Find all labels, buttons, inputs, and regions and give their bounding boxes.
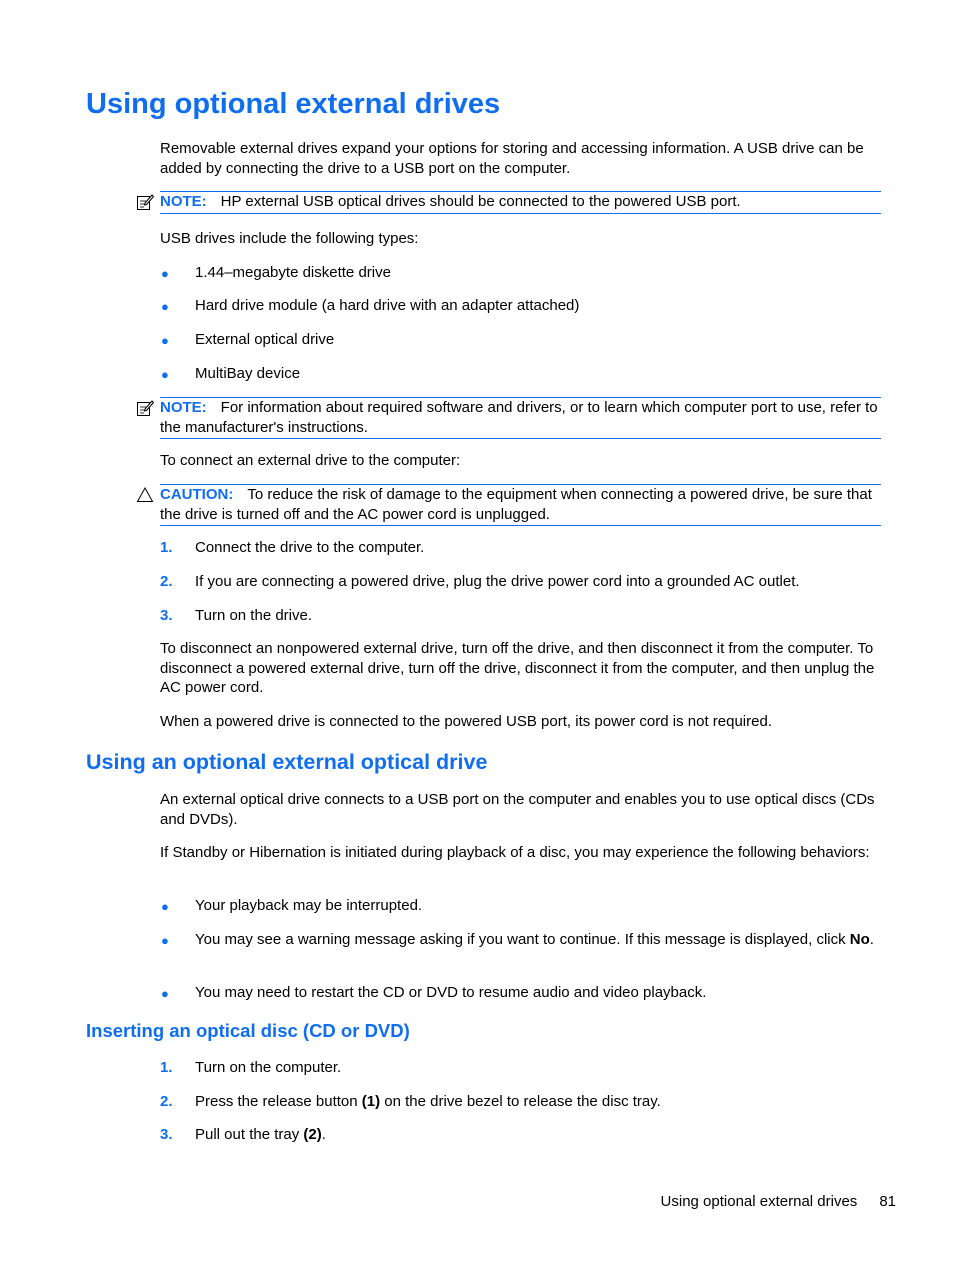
bullet-icon: ● [161, 367, 169, 382]
note-pencil-icon [136, 399, 154, 417]
intro-paragraph: Removable external drives expand your options for storing and accessing information. A USB drive can be added by connecting the drive to a USB port on the computer. [160, 140, 864, 177]
note-label: NOTE: [160, 399, 207, 416]
page-title: Using optional external drives [86, 88, 501, 120]
caution-triangle-icon [136, 486, 154, 504]
note-box [160, 191, 881, 214]
note-text: For information about required software and drivers, or to learn which computer port to use, refer to the manufacturer's instructions. [160, 399, 878, 436]
caution-label: CAUTION: [160, 486, 234, 503]
connect-intro: To connect an external drive to the computer: [160, 452, 461, 469]
caution-text: To reduce the risk of damage to the equipment when connecting a powered drive, be sure that the drive is turned off and the AC power cord is unplugged. [160, 486, 872, 523]
note-box [160, 397, 881, 439]
section-heading: Using an optional external optical drive [86, 750, 488, 774]
footer-title: Using optional external drives [660, 1193, 858, 1210]
types-intro: USB drives include the following types: [160, 230, 419, 247]
note-label: NOTE: [160, 193, 207, 210]
subsection-heading: Inserting an optical disc (CD or DVD) [86, 1020, 410, 1041]
powered-usb-paragraph: When a powered drive is connected to the powered USB port, its power cord is not required. [160, 713, 772, 730]
caution-box [160, 484, 881, 526]
page-number: 81 [879, 1193, 896, 1210]
bullet-icon: ● [161, 899, 169, 914]
bullet-icon: ● [161, 333, 169, 348]
page-footer [661, 1193, 896, 1210]
bullet-icon: ● [161, 933, 169, 948]
bullet-icon: ● [161, 299, 169, 314]
bullet-icon: ● [161, 266, 169, 281]
bullet-icon: ● [161, 986, 169, 1001]
disconnect-paragraph: To disconnect an nonpowered external drive, turn off the drive, and then disconnect it from the computer. To disconnect a powered external drive, turn off the drive, disconnect it from the computer, and then unplug the AC power cord. [160, 640, 875, 696]
optical-intro: An external optical drive connects to a USB port on the computer and enables you to use optical discs (CDs and DVDs). [160, 791, 875, 828]
standby-paragraph: If Standby or Hibernation is initiated during playback of a disc, you may experience the following behaviors: [160, 844, 870, 861]
note-text: HP external USB optical drives should be connected to the powered USB port. [220, 193, 741, 210]
note-pencil-icon [136, 193, 154, 211]
